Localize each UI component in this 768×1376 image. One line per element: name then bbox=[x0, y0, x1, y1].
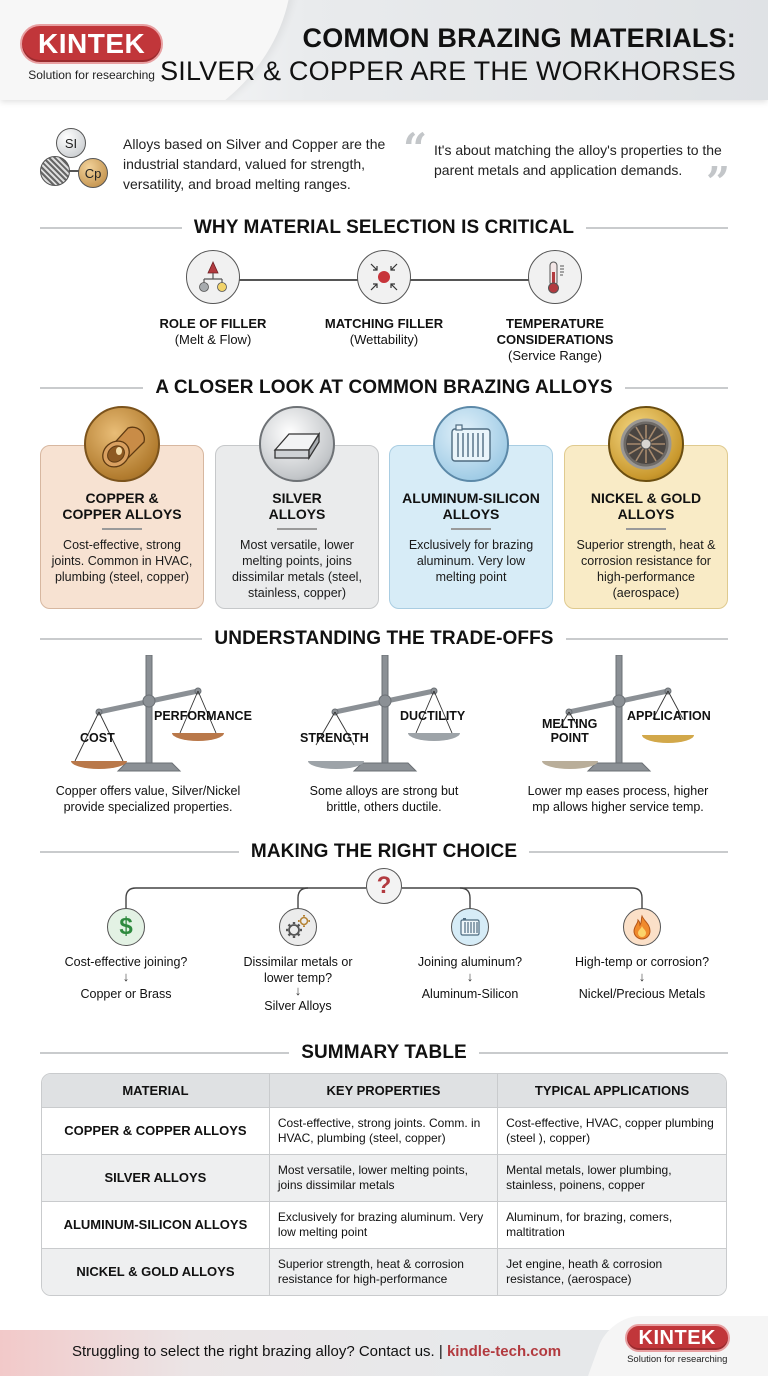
why-section-heading bbox=[40, 217, 728, 239]
scale-description: Some alloys are strong but brittle, others ductile. bbox=[309, 784, 459, 814]
why-item-temperature bbox=[475, 250, 635, 364]
divider bbox=[529, 851, 728, 853]
table-row bbox=[42, 1154, 726, 1201]
scale-cost-performance bbox=[38, 655, 258, 825]
column-header-material: MATERIAL bbox=[42, 1074, 269, 1107]
choice-question: Joining aluminum? bbox=[417, 955, 523, 969]
close-quote-icon: ” bbox=[706, 158, 731, 207]
card-title: ALUMINUM-SILICON ALLOYS bbox=[402, 490, 540, 522]
footer-cta bbox=[72, 1343, 561, 1360]
question-mark-icon: ? bbox=[366, 868, 402, 904]
alloy-cards bbox=[40, 405, 728, 610]
atom-si: SI bbox=[56, 128, 86, 158]
card-description: Cost-effective, strong joints. Common in HVAC, plumbing (steel, copper) bbox=[51, 537, 193, 584]
card-divider bbox=[277, 528, 317, 530]
scale-left-label: MELTING POINT bbox=[542, 717, 598, 745]
cell-applications: Jet engine, heath & corrosion resistance, (aerospace) bbox=[498, 1248, 726, 1295]
why-item-label: TEMPERATURE CONSIDERATIONS (Service Range) bbox=[496, 316, 614, 363]
choice-question: Dissimilar metals or lower temp? bbox=[243, 955, 353, 985]
radiator-icon bbox=[433, 406, 509, 482]
why-item-role-of-filler bbox=[133, 250, 293, 348]
card-description: Exclusively for brazing aluminum. Very low melting point bbox=[408, 537, 534, 584]
why-item-label: MATCHING FILLER (Wettability) bbox=[324, 316, 444, 347]
why-item-matching-filler bbox=[304, 250, 464, 348]
atom-cp: Cp bbox=[78, 158, 108, 188]
card-divider bbox=[626, 528, 666, 530]
open-quote-icon: “ bbox=[403, 124, 428, 173]
flame-icon bbox=[623, 908, 661, 946]
table-row bbox=[42, 1201, 726, 1248]
cell-applications: Mental metals, lower plumbing, stainless, poinens, copper bbox=[498, 1154, 726, 1201]
scale-melting-application bbox=[508, 655, 728, 825]
why-section bbox=[0, 250, 768, 370]
summary-section-heading bbox=[40, 1042, 728, 1064]
choice-section bbox=[0, 860, 768, 1020]
cell-material: NICKEL & GOLD ALLOYS bbox=[42, 1248, 269, 1295]
section-title: A CLOSER LOOK AT COMMON BRAZING ALLOYS bbox=[155, 377, 613, 398]
card-title: SILVER ALLOYS bbox=[268, 490, 326, 522]
divider bbox=[40, 638, 202, 640]
header-banner bbox=[0, 0, 768, 100]
down-arrow-icon: ↓ bbox=[466, 969, 474, 984]
title-line-1: COMMON BRAZING MATERIALS: bbox=[302, 23, 736, 53]
section-title: MAKING THE RIGHT CHOICE bbox=[250, 841, 518, 862]
down-arrow-icon: ↓ bbox=[294, 983, 302, 998]
scale-strength-ductility bbox=[274, 655, 494, 825]
choice-option-cost-effective[interactable] bbox=[36, 908, 216, 1002]
intro-text: Alloys based on Silver and Copper are the industrial standard, valued for strength, versatility, and broad melting ranges. bbox=[123, 136, 386, 192]
cell-material: ALUMINUM-SILICON ALLOYS bbox=[42, 1201, 269, 1248]
choice-option-aluminum[interactable] bbox=[380, 908, 560, 1002]
logo-brand: KINTEK bbox=[20, 24, 163, 64]
turbine-icon bbox=[608, 406, 684, 482]
section-title: SUMMARY TABLE bbox=[301, 1042, 467, 1063]
cell-applications: Cost-effective, HVAC, copper plumbing (steel ), copper) bbox=[498, 1107, 726, 1154]
divider bbox=[40, 387, 143, 389]
alloys-section-heading bbox=[40, 377, 728, 399]
card-title: NICKEL & GOLD ALLOYS bbox=[590, 490, 702, 522]
table-row bbox=[42, 1107, 726, 1154]
converging-arrows-icon bbox=[357, 250, 411, 304]
cell-material: SILVER ALLOYS bbox=[42, 1154, 269, 1201]
scale-right-label: APPLICATION bbox=[627, 709, 711, 723]
cell-properties: Superior strength, heat & corrosion resistance for high-performance bbox=[269, 1248, 497, 1295]
flow-diagram-icon bbox=[186, 250, 240, 304]
atom-hatched bbox=[40, 156, 70, 186]
choice-question: High-temp or corrosion? bbox=[574, 955, 710, 969]
silver-ingot-icon bbox=[259, 406, 335, 482]
card-aluminum-silicon-alloys[interactable] bbox=[389, 445, 553, 609]
card-divider bbox=[451, 528, 491, 530]
section-title: WHY MATERIAL SELECTION IS CRITICAL bbox=[193, 217, 575, 238]
cell-properties: Most versatile, lower melting points, joins dissimilar metals bbox=[269, 1154, 497, 1201]
choice-answer: Aluminum-Silicon bbox=[421, 987, 519, 1001]
page-title bbox=[160, 22, 736, 88]
cell-properties: Exclusively for brazing aluminum. Very low melting point bbox=[269, 1201, 497, 1248]
kintek-logo-footer[interactable] bbox=[625, 1324, 730, 1365]
choice-question: Cost-effective joining? bbox=[64, 955, 188, 969]
tradeoffs-section bbox=[0, 655, 768, 825]
choice-option-dissimilar-metals[interactable] bbox=[208, 908, 388, 1014]
card-nickel-gold-alloys[interactable] bbox=[564, 445, 728, 609]
choice-option-high-temp[interactable] bbox=[552, 908, 732, 1002]
cell-material: COPPER & COPPER ALLOYS bbox=[42, 1107, 269, 1154]
logo-brand: KINTEK bbox=[625, 1324, 730, 1352]
card-divider bbox=[102, 528, 142, 530]
gears-icon bbox=[279, 908, 317, 946]
card-description: Most versatile, lower melting points, joins dissimilar metals (steel, stainless, copper) bbox=[232, 537, 362, 600]
kintek-logo[interactable] bbox=[20, 24, 163, 82]
divider bbox=[479, 1052, 728, 1054]
summary-table bbox=[41, 1073, 727, 1296]
thermometer-icon bbox=[528, 250, 582, 304]
divider bbox=[566, 638, 728, 640]
divider bbox=[40, 1052, 289, 1054]
down-arrow-icon: ↓ bbox=[122, 969, 130, 984]
table-header-row bbox=[42, 1074, 726, 1107]
column-header-typical-applications: TYPICAL APPLICATIONS bbox=[498, 1074, 726, 1107]
intro-section bbox=[38, 124, 738, 207]
divider bbox=[40, 227, 182, 229]
copper-pipe-icon bbox=[84, 406, 160, 482]
radiator-icon bbox=[451, 908, 489, 946]
down-arrow-icon: ↓ bbox=[638, 969, 646, 984]
tradeoffs-section-heading bbox=[40, 628, 728, 650]
cell-applications: Aluminum, for brazing, comers, maltitration bbox=[498, 1201, 726, 1248]
logo-tagline: Solution for researching bbox=[627, 1354, 728, 1365]
column-header-key-properties: KEY PROPERTIES bbox=[269, 1074, 497, 1107]
scale-left-label: COST bbox=[80, 731, 115, 745]
why-item-label: ROLE OF FILLER (Melt & Flow) bbox=[159, 316, 267, 347]
divider bbox=[586, 227, 728, 229]
atoms-icon bbox=[38, 128, 110, 194]
website-link[interactable]: kindle-tech.com bbox=[446, 1343, 562, 1360]
choice-answer: Silver Alloys bbox=[264, 999, 332, 1013]
choice-answer: Copper or Brass bbox=[80, 987, 172, 1001]
scale-right-label: PERFORMANCE bbox=[154, 709, 252, 723]
title-line-2: SILVER & COPPER ARE THE WORKHORSES bbox=[160, 56, 736, 86]
dollar-icon: $ bbox=[107, 908, 145, 946]
card-silver-alloys[interactable] bbox=[215, 445, 379, 609]
cta-text: Struggling to select the right brazing alloy? Contact us. | bbox=[72, 1343, 443, 1360]
footer-banner bbox=[0, 1327, 768, 1376]
scale-right-label: DUCTILITY bbox=[400, 709, 466, 723]
intro-quote: It's about matching the alloy's properties to the parent metals and application demands. bbox=[434, 142, 722, 178]
logo-tagline: Solution for researching bbox=[28, 68, 155, 82]
cell-properties: Cost-effective, strong joints. Comm. in HVAC, plumbing (steel, copper) bbox=[269, 1107, 497, 1154]
section-title: UNDERSTANDING THE TRADE-OFFS bbox=[214, 628, 554, 649]
divider bbox=[625, 387, 728, 389]
card-title: COPPER & COPPER ALLOYS bbox=[62, 490, 182, 522]
card-description: Superior strength, heat & corrosion resistance for high-performance (aerospace) bbox=[576, 537, 716, 600]
scale-description: Copper offers value, Silver/Nickel provide specialized properties. bbox=[55, 784, 241, 814]
choice-answer: Nickel/Precious Metals bbox=[578, 987, 706, 1001]
scale-left-label: STRENGTH bbox=[300, 731, 369, 745]
scale-description: Lower mp eases process, higher mp allows higher service temp. bbox=[527, 784, 709, 814]
card-copper-alloys[interactable] bbox=[40, 445, 204, 609]
table-row bbox=[42, 1248, 726, 1295]
divider bbox=[40, 851, 239, 853]
